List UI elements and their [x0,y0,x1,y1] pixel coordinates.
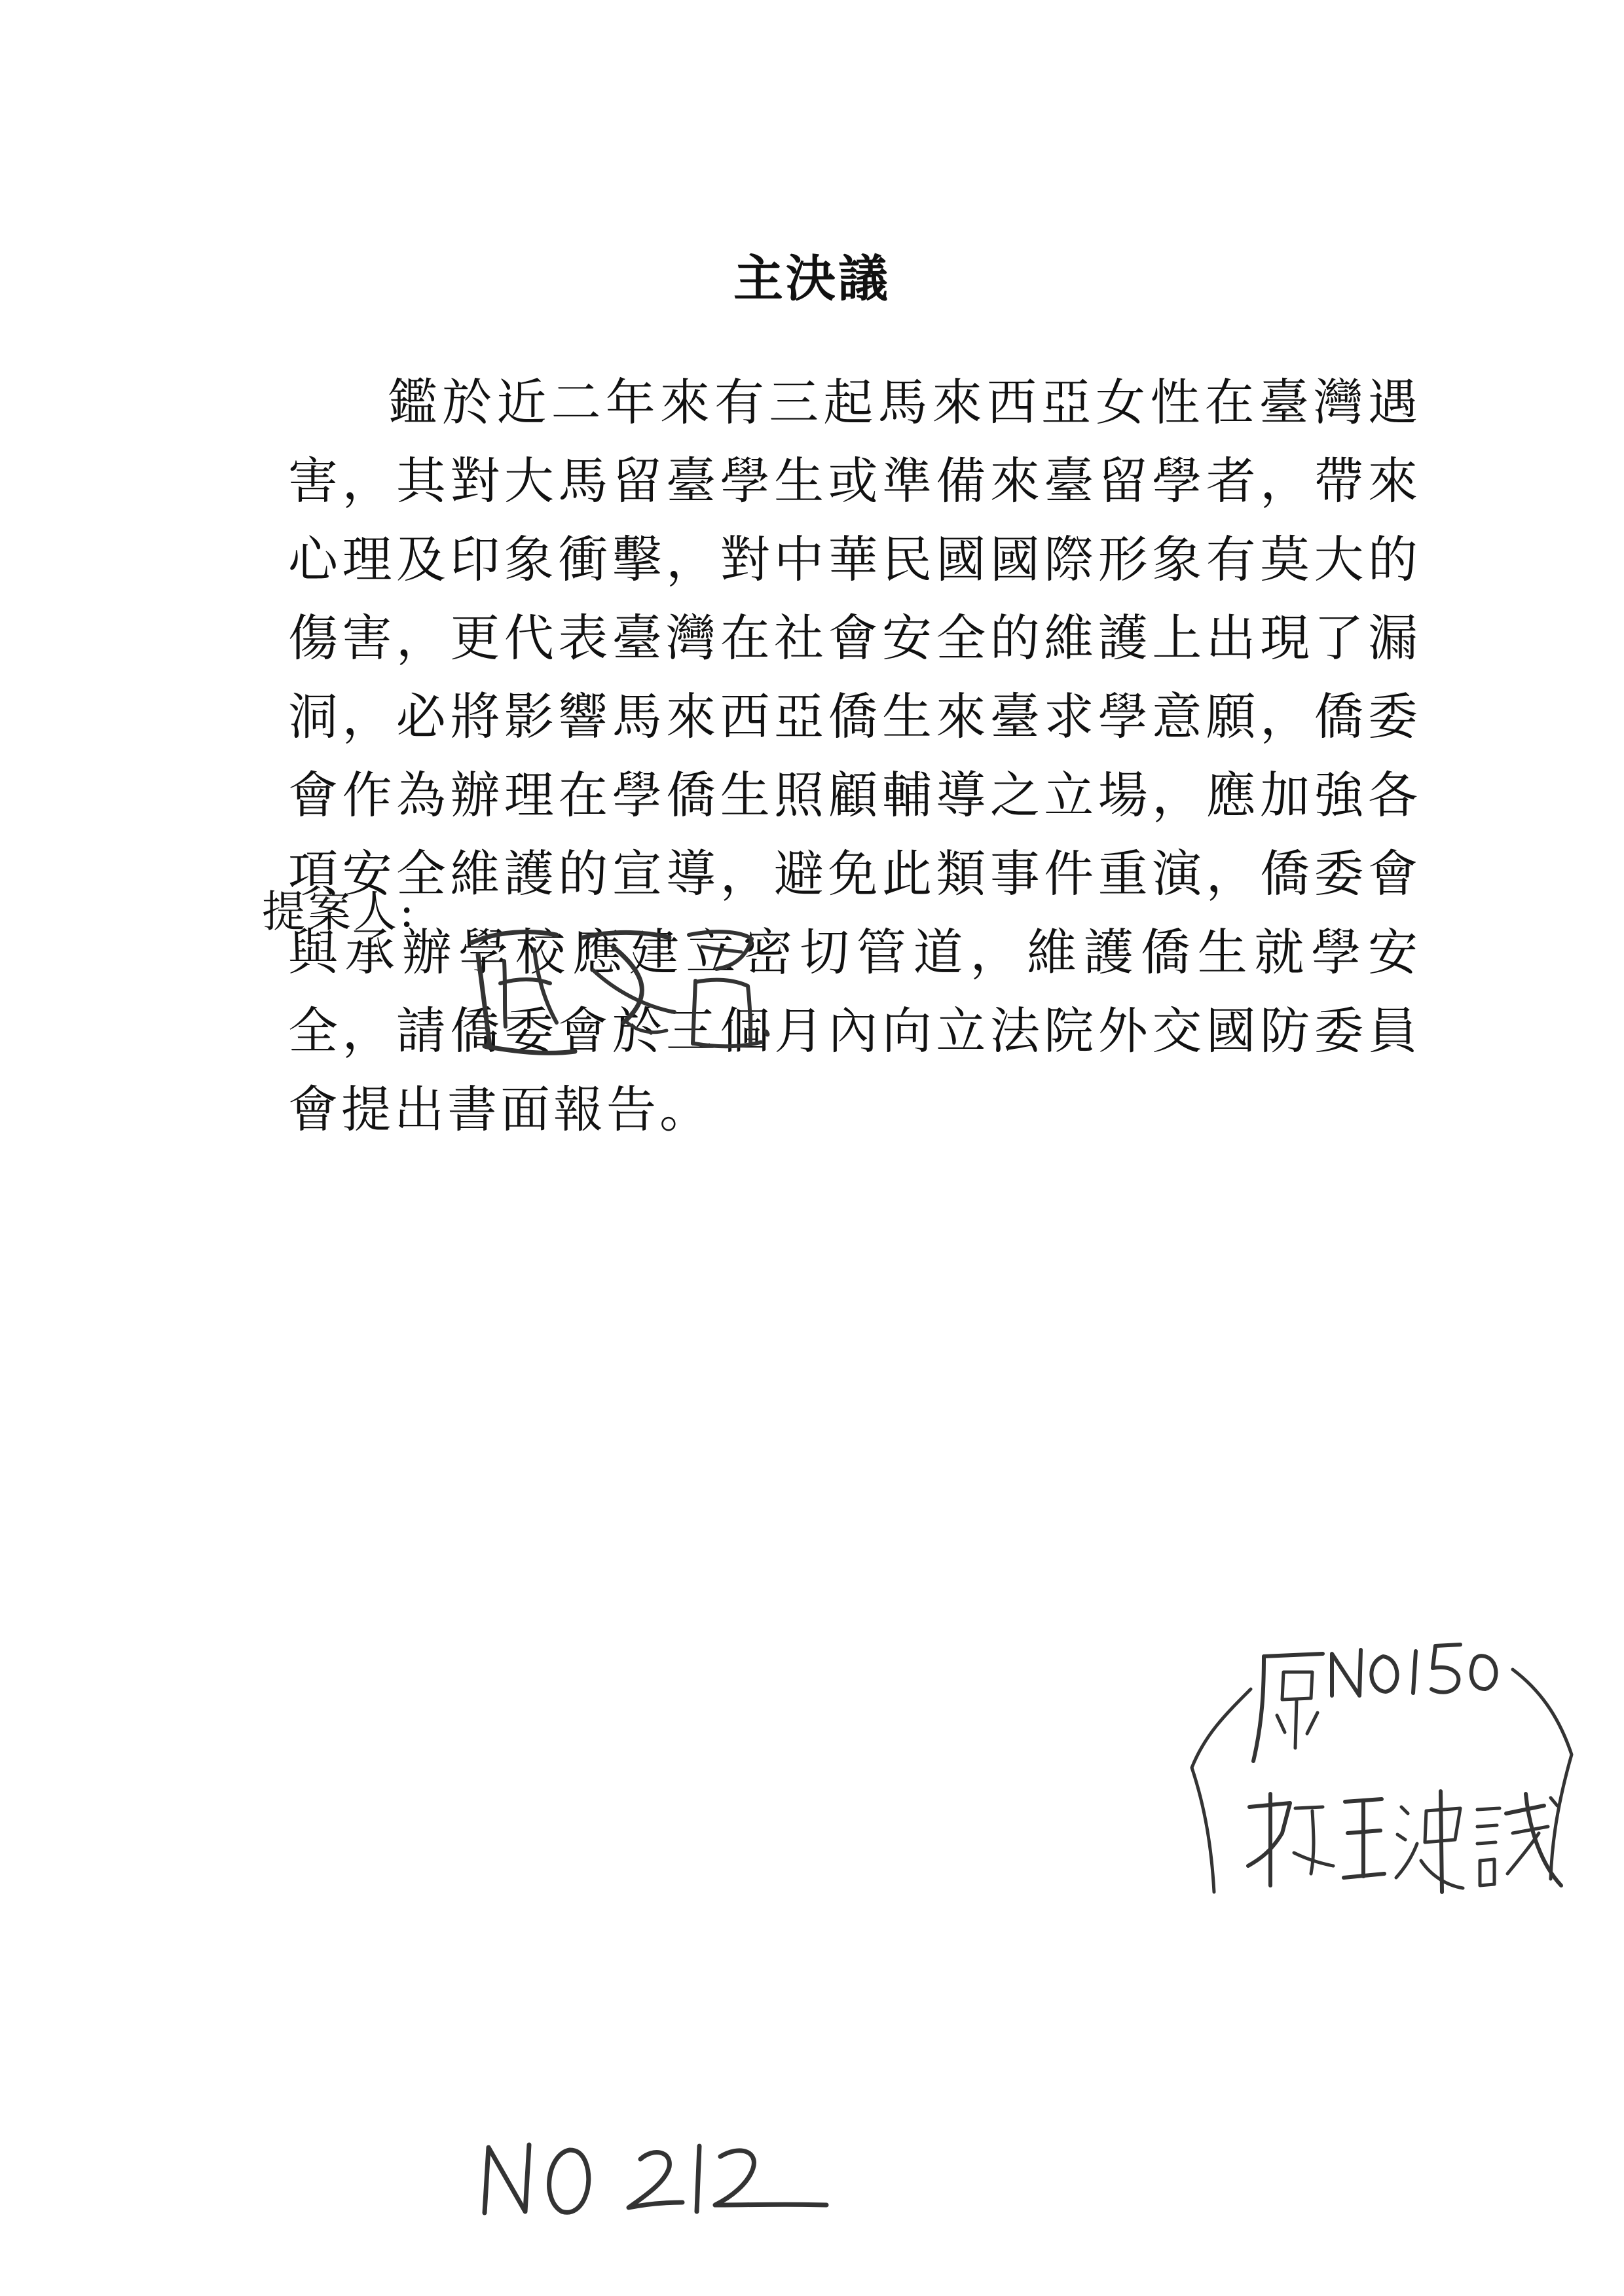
proposer-label: 提案人: [262,886,417,937]
proposer-signature [458,903,773,1074]
handwritten-document-number [471,2121,838,2232]
handwritten-revision-note [1172,1617,1585,1931]
resolution-title: 主決議 [733,249,891,308]
resolution-body: 鑑於近二年來有三起馬來西亞女性在臺灣遇害，其對大馬留臺學生或準備來臺留學者，帶來心理及印象衝擊，對中華民國國際形象有莫大的傷害，更代表臺灣在社會安全的維護上出現了漏洞，必將影響馬來西亞僑生來臺求學意願，僑委會作為辦理在學僑生照顧輔導之立場，應加強各項安全維護的宣導，避免此類事件重演，僑委會與承辦學校應建立密切管道，維護僑生就學安全，請僑委會於三個月內向立法院外交國防委員會提出書面報告。 [288,373,1421,1139]
